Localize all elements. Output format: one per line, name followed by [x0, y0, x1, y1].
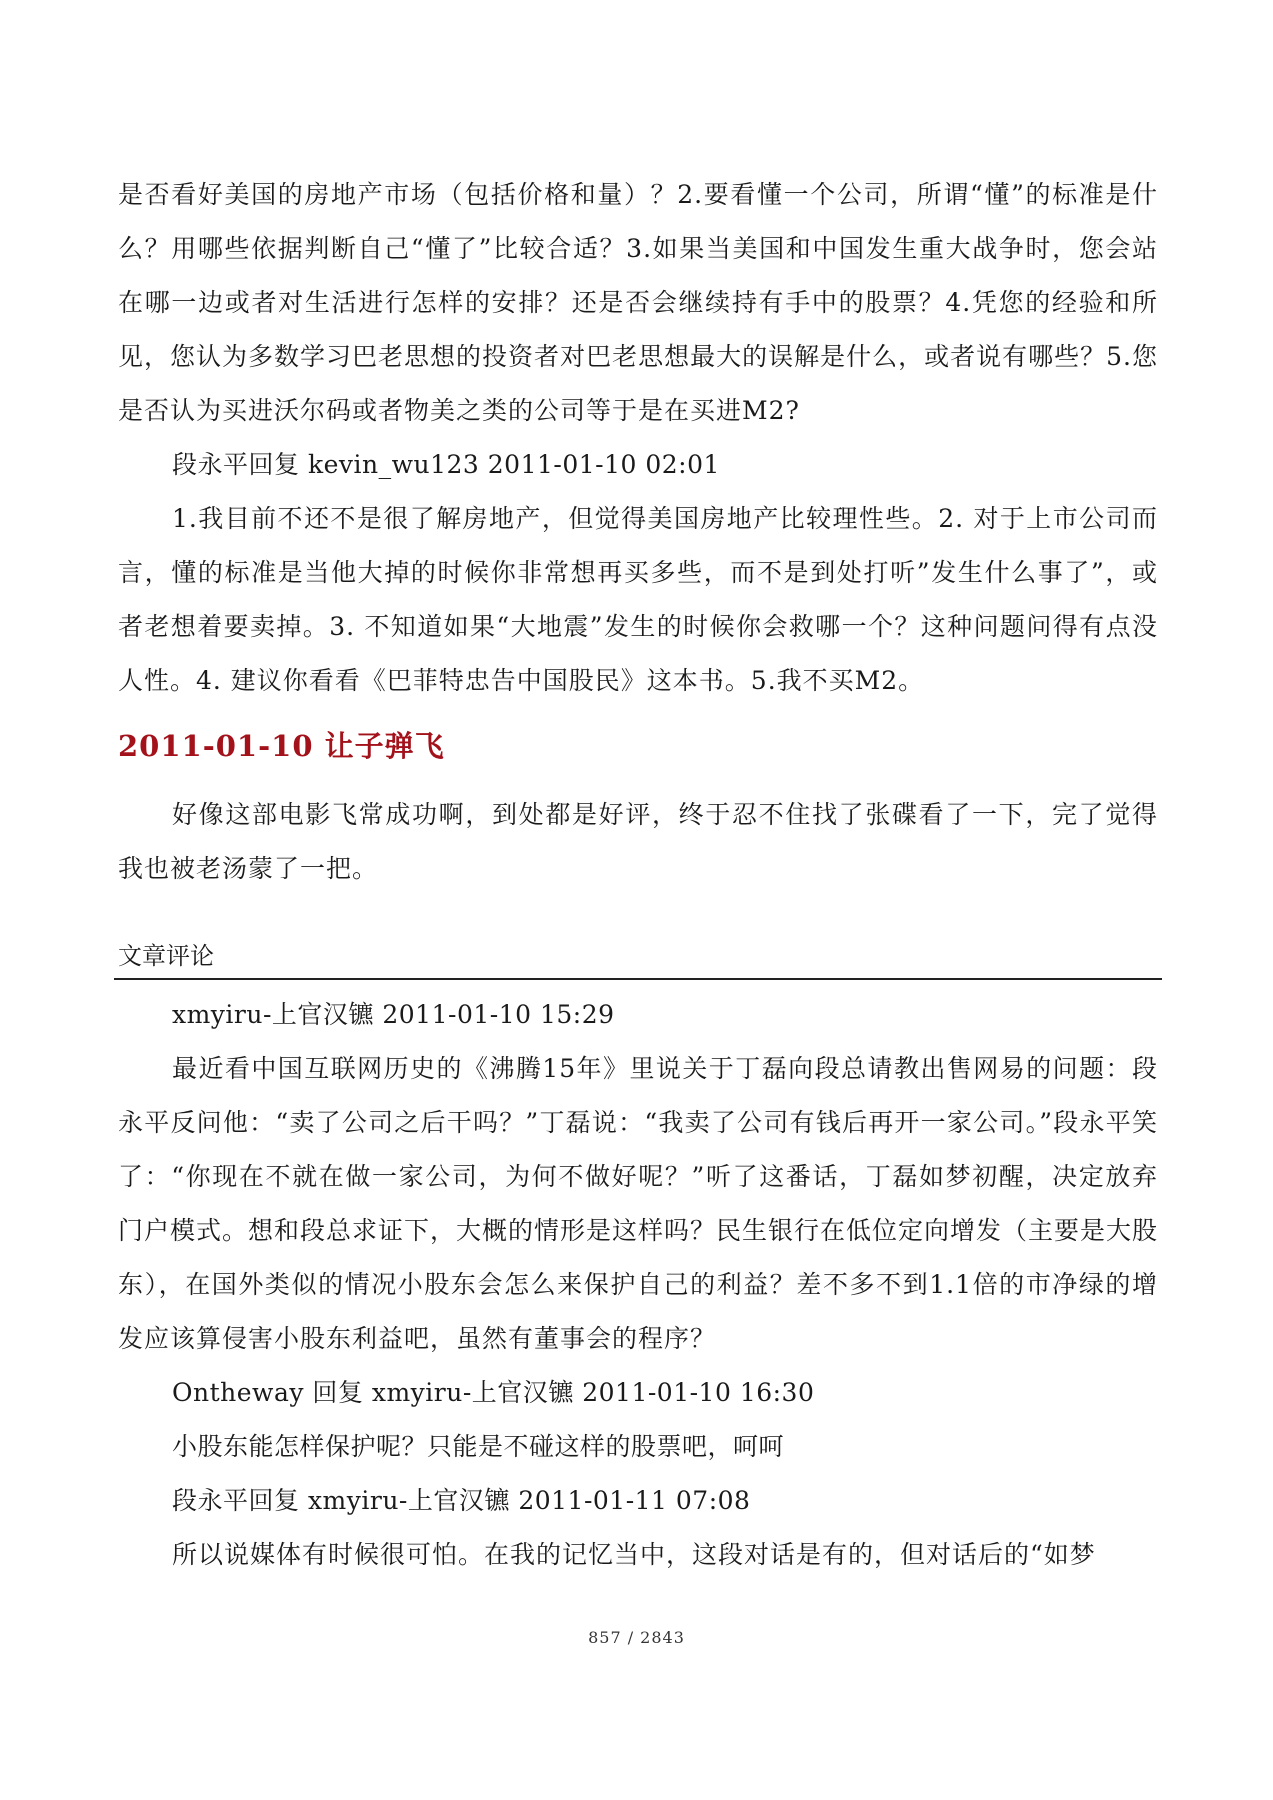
comment-body: 所以说媒体有时候很可怕。在我的记忆当中，这段对话是有的，但对话后的“如梦: [172, 1540, 1096, 1569]
comment-header: Ontheway 回复 xmyiru-上官汉镳 2011-01-10 16:30: [172, 1378, 815, 1407]
page-content: [118, 168, 1158, 1582]
reply-body: 1.我目前不还不是很了解房地产，但觉得美国房地产比较理性些。2. 对于上市公司而言，懂的标准是当他大掉的时候你非常想再买多些，而不是到处打听”发生什么事了”，或者老想着要卖掉。3. 不知道如果“大地震”发生的时候你会救哪一个？这种问题问得有点没人性。4. 建议你看看《巴菲特忠告中国股民》这本书。5.我不买M2。: [118, 504, 1158, 695]
reply-header: 段永平回复 kevin_wu123 2011-01-10 02:01: [172, 450, 720, 479]
page-number: 857 / 2843: [588, 1628, 685, 1647]
comment-header: 段永平回复 xmyiru-上官汉镳 2011-01-11 07:08: [172, 1486, 751, 1515]
comment-header: xmyiru-上官汉镳 2011-01-10 15:29: [172, 1000, 615, 1029]
comment-body: 小股东能怎样保护呢？只能是不碰这样的股票吧，呵呵: [172, 1432, 785, 1461]
comment-body: 最近看中国互联网历史的《沸腾15年》里说关于丁磊向段总请教出售网易的问题：段永平反问他：“卖了公司之后干吗？”丁磊说：“我卖了公司有钱后再开一家公司。”段永平笑了：“你现在不就在做一家公司，为何不做好呢？”听了这番话，丁磊如梦初醒，决定放弃门户模式。想和段总求证下，大概的情形是这样吗？民生银行在低位定向增发（主要是大股东），在国外类似的情况小股东会怎么来保护自己的利益？差不多不到1.1倍的市净绿的增发应该算侵害小股东利益吧，虽然有董事会的程序？: [118, 1054, 1159, 1353]
continued-paragraph: 是否看好美国的房地产市场（包括价格和量）？2.要看懂一个公司，所谓“懂”的标准是什么？用哪些依据判断自己“懂了”比较合适？3.如果当美国和中国发生重大战争时，您会站在哪一边或者对生活进行怎样的安排？还是否会继续持有手中的股票？4.凭您的经验和所见，您认为多数学习巴老思想的投资者对巴老思想最大的误解是什么，或者说有哪些？5.您是否认为买进沃尔码或者物美之类的公司等于是在买进M2?: [118, 180, 1158, 425]
comments-label: 文章评论: [118, 942, 214, 970]
section-title: 2011-01-10 让子弹飞: [118, 729, 445, 763]
comments-divider: [114, 978, 1162, 980]
section-body: 好像这部电影飞常成功啊，到处都是好评，终于忍不住找了张碟看了一下，完了觉得我也被老汤蒙了一把。: [118, 800, 1158, 883]
